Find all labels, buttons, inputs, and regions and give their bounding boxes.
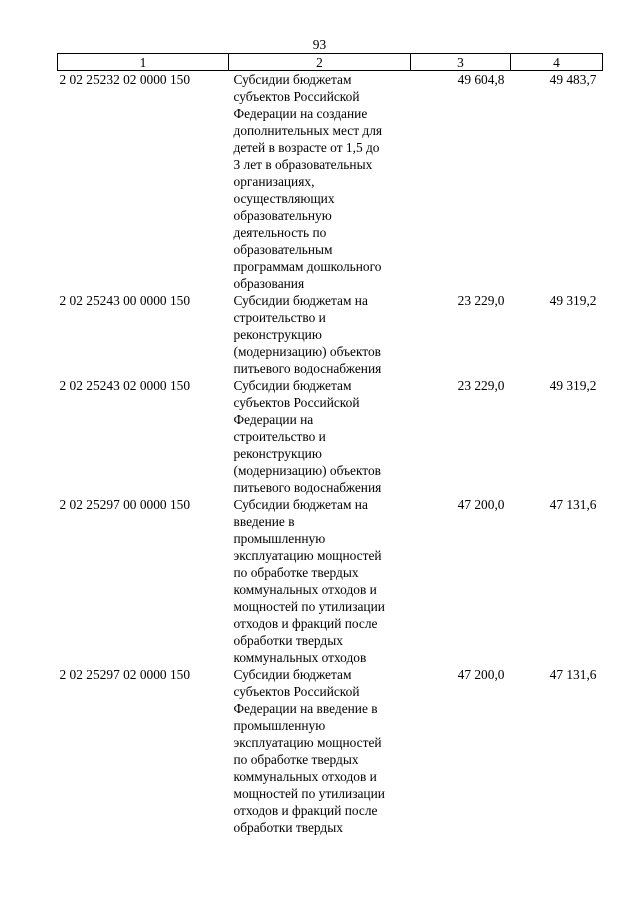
value-col4-cell: 47 131,6 — [549, 667, 597, 682]
description-line: Субсидии бюджетам — [233, 667, 352, 682]
value-col3-cell: 47 200,0 — [457, 497, 505, 512]
description-line: субъектов Российской — [233, 684, 360, 699]
page-number: 93 — [312, 37, 327, 52]
description-line: питьевого водоснабжения — [233, 480, 382, 495]
description-line: 3 лет в образовательных — [233, 157, 373, 172]
description-line: введение в — [233, 514, 295, 529]
column-header-2: 2 — [229, 54, 411, 71]
value-col4-cell: 49 319,2 — [549, 378, 597, 393]
description-cell — [229, 666, 411, 836]
value-col3-cell: 23 229,0 — [457, 378, 505, 393]
description-line: Федерации на — [233, 412, 314, 427]
description-line: программам дошкольного — [233, 259, 382, 274]
description-line: эксплуатацию мощностей — [233, 735, 382, 750]
description-line: реконструкцию — [233, 327, 322, 342]
column-header-3: 3 — [411, 54, 511, 71]
description-line: отходов и фракций после — [233, 803, 378, 818]
description-line: Субсидии бюджетам — [233, 72, 352, 87]
value-col3-cell: 23 229,0 — [457, 293, 505, 308]
description-line: эксплуатацию мощностей — [233, 548, 382, 563]
description-line: Субсидии бюджетам — [233, 378, 352, 393]
value-col3-cell: 49 604,8 — [457, 72, 505, 87]
column-header-row — [58, 54, 603, 71]
column-header-4: 4 — [511, 54, 603, 71]
description-line: детей в возрасте от 1,5 до — [233, 140, 380, 155]
description-line: промышленную — [233, 718, 326, 733]
description-line: обработки твердых — [233, 820, 343, 835]
description-line: деятельность по — [233, 225, 327, 240]
value-col4-cell: 49 319,2 — [549, 293, 597, 308]
table-row — [58, 496, 603, 666]
description-line: обработки твердых — [233, 633, 343, 648]
description-line: мощностей по утилизации — [233, 786, 385, 801]
description-line: строительство и — [233, 429, 326, 444]
description-line: по обработке твердых — [233, 752, 359, 767]
description-line: (модернизацию) объектов — [233, 463, 381, 478]
table-row — [58, 292, 603, 377]
table-body — [58, 71, 603, 837]
budget-code-cell: 2 02 25243 00 0000 150 — [59, 293, 191, 308]
description-line: строительство и — [233, 310, 326, 325]
description-line: субъектов Российской — [233, 395, 360, 410]
description-line: субъектов Российской — [233, 89, 360, 104]
description-cell — [229, 71, 411, 293]
table-row — [58, 666, 603, 836]
description-line: образовательным — [233, 242, 333, 257]
description-line: Федерации на введение в — [233, 701, 378, 716]
description-line: питьевого водоснабжения — [233, 361, 382, 376]
budget-code-cell: 2 02 25297 02 0000 150 — [59, 667, 191, 682]
budget-code-cell: 2 02 25232 02 0000 150 — [59, 72, 191, 87]
description-line: мощностей по утилизации — [233, 599, 385, 614]
description-cell — [229, 377, 411, 496]
budget-table — [57, 53, 603, 836]
table-row — [58, 71, 603, 293]
description-line: образования — [233, 276, 305, 291]
description-line: коммунальных отходов и — [233, 582, 377, 597]
description-line: Федерации на создание — [233, 106, 368, 121]
description-cell — [229, 496, 411, 666]
description-line: Субсидии бюджетам на — [233, 293, 368, 308]
description-line: Субсидии бюджетам на — [233, 497, 368, 512]
budget-code-cell: 2 02 25297 00 0000 150 — [59, 497, 191, 512]
description-line: реконструкцию — [233, 446, 322, 461]
description-line: коммунальных отходов — [233, 650, 367, 665]
description-cell — [229, 292, 411, 377]
description-line: образовательную — [233, 208, 332, 223]
description-line: по обработке твердых — [233, 565, 359, 580]
description-line: дополнительных мест для — [233, 123, 383, 138]
description-line: отходов и фракций после — [233, 616, 378, 631]
table-row — [58, 377, 603, 496]
description-line: коммунальных отходов и — [233, 769, 377, 784]
description-line: организациях, — [233, 174, 315, 189]
value-col3-cell: 47 200,0 — [457, 667, 505, 682]
value-col4-cell: 49 483,7 — [549, 72, 597, 87]
description-line: (модернизацию) объектов — [233, 344, 381, 359]
column-header-1: 1 — [58, 54, 229, 71]
value-col4-cell: 47 131,6 — [549, 497, 597, 512]
budget-code-cell: 2 02 25243 02 0000 150 — [59, 378, 191, 393]
description-line: промышленную — [233, 531, 326, 546]
description-line: осуществляющих — [233, 191, 335, 206]
